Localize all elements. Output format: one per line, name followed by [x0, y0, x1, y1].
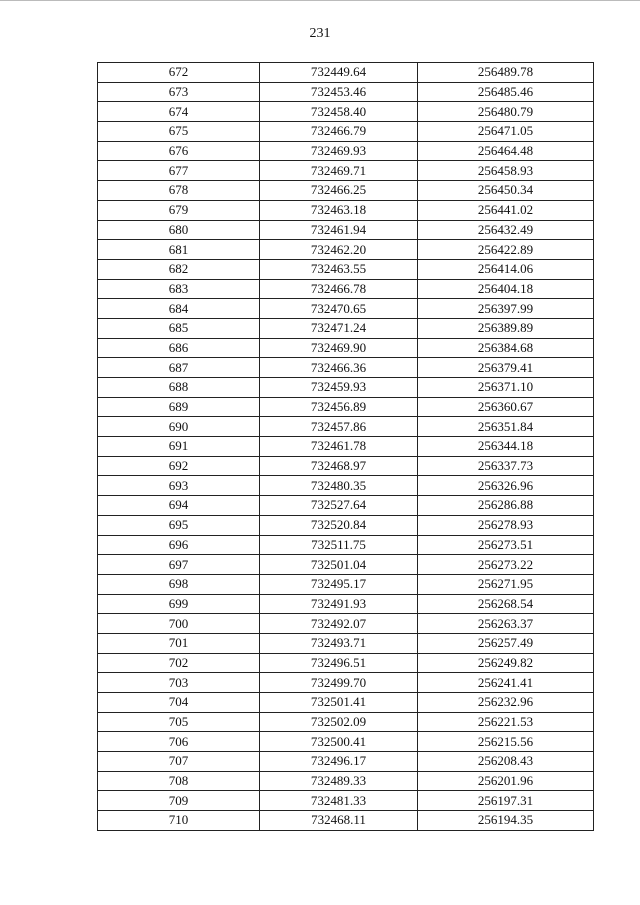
point-number-cell: 704 [98, 693, 260, 713]
x-coordinate-cell: 732469.71 [260, 161, 418, 181]
table-row [98, 141, 594, 161]
point-number-cell: 678 [98, 181, 260, 201]
y-coordinate-cell: 256450.34 [418, 181, 594, 201]
point-number-cell: 698 [98, 574, 260, 594]
point-number-cell: 694 [98, 496, 260, 516]
table-row [98, 161, 594, 181]
point-number-cell: 673 [98, 82, 260, 102]
y-coordinate-cell: 256489.78 [418, 63, 594, 83]
x-coordinate-cell: 732469.90 [260, 338, 418, 358]
x-coordinate-cell: 732466.78 [260, 279, 418, 299]
y-coordinate-cell: 256286.88 [418, 496, 594, 516]
point-number-cell: 696 [98, 535, 260, 555]
y-coordinate-cell: 256257.49 [418, 633, 594, 653]
x-coordinate-cell: 732502.09 [260, 712, 418, 732]
y-coordinate-cell: 256208.43 [418, 752, 594, 772]
point-number-cell: 677 [98, 161, 260, 181]
y-coordinate-cell: 256351.84 [418, 417, 594, 437]
point-number-cell: 674 [98, 102, 260, 122]
y-coordinate-cell: 256326.96 [418, 476, 594, 496]
coordinates-table [97, 62, 594, 831]
x-coordinate-cell: 732457.86 [260, 417, 418, 437]
table-row [98, 299, 594, 319]
point-number-cell: 684 [98, 299, 260, 319]
coordinates-table-body [98, 63, 594, 831]
table-row [98, 378, 594, 398]
point-number-cell: 683 [98, 279, 260, 299]
table-row [98, 82, 594, 102]
table-row [98, 535, 594, 555]
point-number-cell: 697 [98, 555, 260, 575]
table-row [98, 220, 594, 240]
point-number-cell: 679 [98, 200, 260, 220]
table-row [98, 811, 594, 831]
table-row [98, 200, 594, 220]
y-coordinate-cell: 256215.56 [418, 732, 594, 752]
table-row [98, 515, 594, 535]
x-coordinate-cell: 732449.64 [260, 63, 418, 83]
y-coordinate-cell: 256464.48 [418, 141, 594, 161]
y-coordinate-cell: 256432.49 [418, 220, 594, 240]
point-number-cell: 691 [98, 437, 260, 457]
point-number-cell: 688 [98, 378, 260, 398]
point-number-cell: 700 [98, 614, 260, 634]
x-coordinate-cell: 732466.79 [260, 122, 418, 142]
y-coordinate-cell: 256458.93 [418, 161, 594, 181]
table-row [98, 279, 594, 299]
x-coordinate-cell: 732453.46 [260, 82, 418, 102]
y-coordinate-cell: 256273.51 [418, 535, 594, 555]
y-coordinate-cell: 256273.22 [418, 555, 594, 575]
point-number-cell: 701 [98, 633, 260, 653]
table-row [98, 397, 594, 417]
x-coordinate-cell: 732466.25 [260, 181, 418, 201]
y-coordinate-cell: 256360.67 [418, 397, 594, 417]
table-row [98, 633, 594, 653]
table-row [98, 673, 594, 693]
x-coordinate-cell: 732493.71 [260, 633, 418, 653]
point-number-cell: 702 [98, 653, 260, 673]
point-number-cell: 675 [98, 122, 260, 142]
table-row [98, 476, 594, 496]
x-coordinate-cell: 732489.33 [260, 771, 418, 791]
x-coordinate-cell: 732468.11 [260, 811, 418, 831]
point-number-cell: 708 [98, 771, 260, 791]
point-number-cell: 676 [98, 141, 260, 161]
y-coordinate-cell: 256232.96 [418, 693, 594, 713]
point-number-cell: 672 [98, 63, 260, 83]
x-coordinate-cell: 732469.93 [260, 141, 418, 161]
y-coordinate-cell: 256268.54 [418, 594, 594, 614]
table-row [98, 574, 594, 594]
point-number-cell: 707 [98, 752, 260, 772]
table-row [98, 496, 594, 516]
x-coordinate-cell: 732501.04 [260, 555, 418, 575]
point-number-cell: 692 [98, 456, 260, 476]
point-number-cell: 687 [98, 358, 260, 378]
table-row [98, 555, 594, 575]
x-coordinate-cell: 732501.41 [260, 693, 418, 713]
page-top-edge [0, 0, 640, 1]
point-number-cell: 689 [98, 397, 260, 417]
table-row [98, 594, 594, 614]
y-coordinate-cell: 256414.06 [418, 259, 594, 279]
point-number-cell: 693 [98, 476, 260, 496]
y-coordinate-cell: 256471.05 [418, 122, 594, 142]
y-coordinate-cell: 256397.99 [418, 299, 594, 319]
table-row [98, 417, 594, 437]
table-row [98, 791, 594, 811]
x-coordinate-cell: 732461.94 [260, 220, 418, 240]
point-number-cell: 703 [98, 673, 260, 693]
x-coordinate-cell: 732458.40 [260, 102, 418, 122]
x-coordinate-cell: 732496.51 [260, 653, 418, 673]
y-coordinate-cell: 256194.35 [418, 811, 594, 831]
point-number-cell: 699 [98, 594, 260, 614]
x-coordinate-cell: 732463.18 [260, 200, 418, 220]
y-coordinate-cell: 256249.82 [418, 653, 594, 673]
x-coordinate-cell: 732456.89 [260, 397, 418, 417]
y-coordinate-cell: 256379.41 [418, 358, 594, 378]
table-row [98, 181, 594, 201]
point-number-cell: 686 [98, 338, 260, 358]
point-number-cell: 706 [98, 732, 260, 752]
page-number: 231 [309, 26, 331, 41]
table-row [98, 102, 594, 122]
x-coordinate-cell: 732466.36 [260, 358, 418, 378]
y-coordinate-cell: 256221.53 [418, 712, 594, 732]
table-row [98, 771, 594, 791]
table-row [98, 63, 594, 83]
table-row [98, 259, 594, 279]
x-coordinate-cell: 732491.93 [260, 594, 418, 614]
y-coordinate-cell: 256278.93 [418, 515, 594, 535]
point-number-cell: 709 [98, 791, 260, 811]
table-row [98, 437, 594, 457]
table-row [98, 732, 594, 752]
table-row [98, 338, 594, 358]
y-coordinate-cell: 256404.18 [418, 279, 594, 299]
x-coordinate-cell: 732496.17 [260, 752, 418, 772]
point-number-cell: 705 [98, 712, 260, 732]
table-row [98, 653, 594, 673]
y-coordinate-cell: 256337.73 [418, 456, 594, 476]
table-row [98, 456, 594, 476]
point-number-cell: 682 [98, 259, 260, 279]
x-coordinate-cell: 732520.84 [260, 515, 418, 535]
point-number-cell: 690 [98, 417, 260, 437]
y-coordinate-cell: 256271.95 [418, 574, 594, 594]
table-row [98, 240, 594, 260]
y-coordinate-cell: 256384.68 [418, 338, 594, 358]
point-number-cell: 695 [98, 515, 260, 535]
x-coordinate-cell: 732511.75 [260, 535, 418, 555]
x-coordinate-cell: 732480.35 [260, 476, 418, 496]
x-coordinate-cell: 732462.20 [260, 240, 418, 260]
table-row [98, 614, 594, 634]
point-number-cell: 685 [98, 318, 260, 338]
table-row [98, 122, 594, 142]
y-coordinate-cell: 256201.96 [418, 771, 594, 791]
y-coordinate-cell: 256344.18 [418, 437, 594, 457]
y-coordinate-cell: 256389.89 [418, 318, 594, 338]
x-coordinate-cell: 732463.55 [260, 259, 418, 279]
x-coordinate-cell: 732459.93 [260, 378, 418, 398]
y-coordinate-cell: 256241.41 [418, 673, 594, 693]
x-coordinate-cell: 732470.65 [260, 299, 418, 319]
y-coordinate-cell: 256480.79 [418, 102, 594, 122]
x-coordinate-cell: 732461.78 [260, 437, 418, 457]
y-coordinate-cell: 256422.89 [418, 240, 594, 260]
table-row [98, 752, 594, 772]
x-coordinate-cell: 732481.33 [260, 791, 418, 811]
x-coordinate-cell: 732471.24 [260, 318, 418, 338]
table-row [98, 712, 594, 732]
point-number-cell: 710 [98, 811, 260, 831]
x-coordinate-cell: 732468.97 [260, 456, 418, 476]
x-coordinate-cell: 732495.17 [260, 574, 418, 594]
x-coordinate-cell: 732492.07 [260, 614, 418, 634]
y-coordinate-cell: 256371.10 [418, 378, 594, 398]
y-coordinate-cell: 256263.37 [418, 614, 594, 634]
point-number-cell: 680 [98, 220, 260, 240]
table-row [98, 358, 594, 378]
table-row [98, 693, 594, 713]
point-number-cell: 681 [98, 240, 260, 260]
y-coordinate-cell: 256441.02 [418, 200, 594, 220]
x-coordinate-cell: 732500.41 [260, 732, 418, 752]
y-coordinate-cell: 256485.46 [418, 82, 594, 102]
y-coordinate-cell: 256197.31 [418, 791, 594, 811]
table-row [98, 318, 594, 338]
x-coordinate-cell: 732527.64 [260, 496, 418, 516]
x-coordinate-cell: 732499.70 [260, 673, 418, 693]
